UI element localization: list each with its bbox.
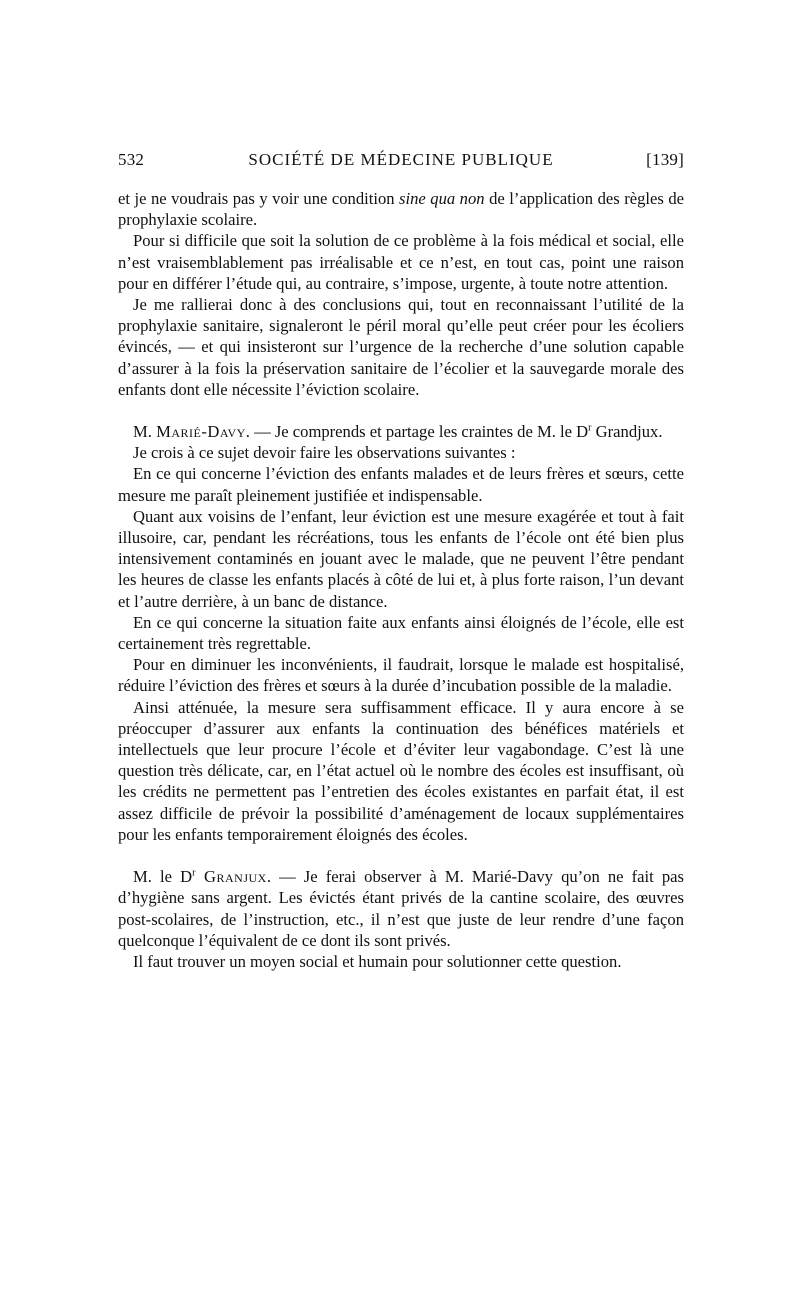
- speaker-name: Marié-Davy: [156, 422, 246, 442]
- speaker-prefix: M. le D: [133, 867, 193, 887]
- running-header: [118, 150, 684, 174]
- text-run: . — Je comprends et partage les craintes de M. le D: [245, 422, 589, 442]
- superscript: r: [588, 422, 592, 434]
- paragraph: Pour en diminuer les inconvénients, il faudrait, lorsque le malade est hospitalisé, réduire l’éviction des frères et sœurs à la durée d’incubation possible de la maladie.: [118, 655, 684, 696]
- speaker-prefix: M.: [133, 422, 157, 442]
- speaker-paragraph-granjux: [118, 866, 684, 951]
- text-run: de l’application des règles de prophylaxie scolaire.: [118, 189, 684, 230]
- original-page-number: [139]: [646, 150, 684, 169]
- page-number: 532: [118, 150, 145, 169]
- speaker-paragraph-marie-davy: [118, 421, 684, 442]
- body-text: [118, 188, 684, 972]
- paragraph: Ainsi atténuée, la mesure sera suffisamment efficace. Il y aura encore à se préoccuper d’assurer aux enfants la continuation des bénéfices matériels et intellectuels que leur procure l’école et d’éviter leur vagabondage. C’est là une question très délicate, car, en l’état actuel où le nombre des écoles est insuffisant, où les crédits ne permettent pas l’entretien des écoles existantes en parfait état, il est assez difficile de prévoir la possibilité d’aménagement de locaux supplémentaires pour les enfants temporairement éloignés des écoles.: [118, 697, 684, 844]
- paragraph: Je me rallierai donc à des conclusions qui, tout en reconnaissant l’utilité de la prophylaxie sanitaire, signaleront le péril moral qu’elle peut créer pour les écoliers évincés, — et qui insisteront sur l’urgence de la recherche d’une solution capable d’assurer à la fois la préservation sanitaire de l’écolier et la sauvegarde morale des enfants dont elle nécessite l’éviction scolaire.: [118, 295, 684, 399]
- paragraph: Je crois à ce sujet devoir faire les observations suivantes :: [133, 443, 516, 463]
- paragraph: Il faut trouver un moyen social et humain pour solutionner cette question.: [133, 951, 622, 971]
- paragraph: En ce qui concerne la situation faite aux enfants ainsi éloignés de l’école, elle est certainement très regrettable.: [118, 612, 684, 654]
- header-title: SOCIÉTÉ DE MÉDECINE PUBLIQUE: [248, 150, 554, 169]
- paragraph-continuation: [118, 188, 684, 230]
- latin-phrase: sine qua non: [399, 189, 485, 208]
- speaker-name: Granjux: [195, 867, 267, 887]
- text-run: et je ne voudrais pas y voir une condition: [118, 189, 400, 208]
- paragraph: Pour si difficile que soit la solution de ce problème à la fois médical et social, elle n’est vraisemblablement pas irréalisable et ce n’est, en tout cas, point une raison pour en différer l’étude qui, au contraire, s’impose, urgente, à toute notre attention.: [118, 231, 684, 293]
- text-run: Grandjux.: [591, 422, 663, 442]
- text-run: . — Je ferai observer à M. Marié-Davy qu’on ne fait pas d’hygiène sans argent. Les évictés étant privés de la cantine scolaire, des œuvres post-scolaires, de l’instruction, etc., il n’est que juste de leur rendre d’une façon quelconque l’équivalent de ce dont ils sont privés.: [118, 867, 684, 950]
- superscript: r: [192, 867, 196, 879]
- paragraph: En ce qui concerne l’éviction des enfants malades et de leurs frères et sœurs, cette mesure me paraît pleinement justifiée et indispensable.: [118, 464, 684, 505]
- paragraph: Quant aux voisins de l’enfant, leur éviction est une mesure exagérée et tout à fait illusoire, car, pendant les récréations, tous les enfants de l’école ont été bien plus intensivement contaminés en jouant avec le malade, que ne peuvent l’être pendant les heures de classe les enfants placés à côté de lui et, à plus forte raison, l’un devant et l’autre derrière, à un banc de distance.: [118, 506, 684, 611]
